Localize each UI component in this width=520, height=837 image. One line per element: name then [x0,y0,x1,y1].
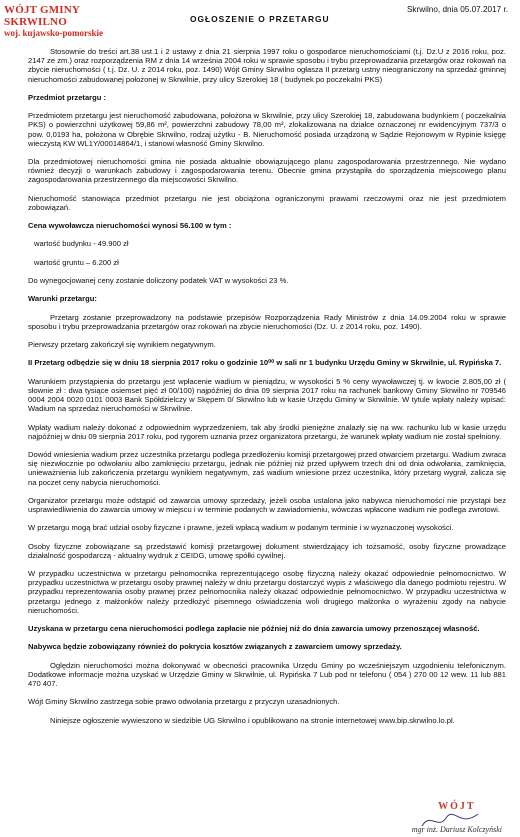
office-stamp [4,4,136,38]
place-date: Skrwilno, dnia 05.07.2017 r. [406,5,508,14]
costs-paragraph: Nabywca będzie zobowiązany również do pokrycia kosztów związanych z zawarciem umowy sprzedaży. [28,642,402,652]
date-paragraph: II Przetarg odbędzie się w dniu 18 sierpnia 2017 roku o godzinie 10⁰⁰ w sali nr 1 budynku Urzędu Gminy w Skrwilnie, ul. Rypińska 7. [28,358,502,368]
payment-paragraph: Uzyskana w przetargu cena nieruchomości podlega zapłacie nie później niż do dnia zawarcia umowy przenoszącej własność. [28,624,480,633]
signature-name: mgr inż. Dariusz Kolczyński [411,825,502,835]
stamp-line-2: woj. kujawsko-pomorskie [4,28,104,38]
participants-paragraph: W przetargu mogą brać udział osoby fizyczne i prawne, jeżeli wpłacą wadium w podanym terminie i w wyznaczonej wysokości. [28,523,454,533]
deposit-timing-paragraph: Wpłaty wadium należy dokonać z odpowiednim wyprzedzeniem, tak aby środki pieniężne znalazły się na ww. rachunku lub w kasie urzędu najpóźniej w dniu 09 sierpnia 2017 roku, pod rygorem uznania przez organizatora przetargu, że warunek wpłaty wadium nie został spełniony. [28,422,506,441]
signature-title: WÓJT [438,801,476,812]
publication-paragraph: Niniejsze ogłoszenie wywieszono w siedzibie UG Skrwilno i opublikowano na stronie internetowej www.bip.skrwilno.lo.pl. [50,715,455,725]
deposit-return-paragraph: Dowód wniesienia wadium przez uczestnika przetargu podlega przedłożeniu komisji przetargowej przed otwarciem przetargu. Wadium zwraca się niezwłocznie po odwołaniu albo zamknięciu przetargu, jednak nie później niż przed upływem trzech dni od dnia odwołania, zamknięcia, unieważnienia lub zakończenia przetargu wynikiem negatywnym, zaś wadium wniesione przez uczestnika, który przetarg wygrał, zalicza się na poczet ceny nabycia nieruchomości. [28,450,506,487]
deposit-paragraph: Warunkiem przystąpienia do przetargu jest wpłacenie wadium w pieniądzu, w wysokości 5 % ceny wywoławczej tj. w kwocie 2.805,00 zł ( słownie zł : dwa tysiące osiemset pięć zł 00/100) najpóźniej do dnia 09 sierpnia 2017 roku na rachunek bankowy Gminy Skrwilno nr 709546 0004 2004 0020 0101 0003 Bank Spółdzielczy w Skępem 0/ Skrwilno lub w kasie Urzędu Gminy w Skrwilnie. W tytule wpłaty należy wpisać: Wadium na sprzedaż nieruchomości w Skrwilnie. [28,376,506,414]
representation-paragraph: W przypadku uczestnictwa w przetargu pełnomocnika reprezentującego osobę fizyczną należy okazać odpowiednie pełnomocnictwo. W przypadku uczestnictwa w przetargu osoby prawnej należy w dniu przetargu dostarczyć wypis z właściwego dla danego podmiotu rejestru. W przypadku reprezentowania osoby prawnej przez pełnomocnika należy okazać odpowiednie pełnomocnictwo. W przypadku uczestnictwa w przetargu jednego z małżonków należy przedłożyć pisemnego oświadczenia woli drugiego małżonka o wyrażeniu zgody na nabycie nieruchomości. [28,569,506,615]
vat-paragraph: Do wynegocjowanej ceny zostanie doliczony podatek VAT w wysokości 23 %. [28,276,289,286]
conditions-heading: Warunki przetargu: [28,294,97,304]
first-tender-paragraph: Pierwszy przetarg zakończył się wynikiem negatywnym. [28,340,216,350]
subject-heading: Przedmiot przetargu : [28,92,107,102]
subject-paragraph: Przedmiotem przetargu jest nieruchomość zabudowana, położona w Skrwilnie, przy ulicy Szerokiej 18, zabudowana budynkiem ( poczekalnia PKS) o powierzchni użytkowej 59,86 m², powierzchni zabudowy 78,00 m², zlokalizowana na działce oznaczonej nr ewidencyjnym 737/3 o pow. 0,0193 ha, położona w Obrębie Skrwilno, rodzaj użytku - B. Nieruchomość posiada urządzoną w Sądzie Rejonowym w Rypinie księgę wieczystą KW WL1Y/00014864/1, i stanowi własność Gminy Skrwilno. [28,111,506,148]
document-title: OGŁOSZENIE O PRZETARGU [190,14,330,24]
plan-paragraph: Dla przedmiotowej nieruchomości gmina nie posiada aktualnie obowiązującego planu zagospodarowania przestrzennego. Nie wydano również decyzji o warunkach zabudowy i zagospodarowania terenu. Obecnie gmina przystąpiła do sporządzenia miejscowego planu zagospodarowania przestrzennego dla miejscowości Skrwilno. [28,157,506,185]
legal-basis-paragraph: Przetarg zostanie przeprowadzony na podstawie przepisów Rozporządzenia Rady Ministrów z dnia 14.09.2004 roku w sprawie sposobu i trybu przeprowadzania przetargów oraz rokowań na zbycie nieruchomości (Dz. U. z 2014 roku, poz. 1490). [28,312,506,331]
withdrawal-paragraph: Organizator przetargu może odstąpić od zawarcia umowy sprzedaży, jeżeli osoba ustalona jako nabywca nieruchomości nie przystąpi bez usprawiedliwienia do zawarcia umowy w miejscu i w terminie podanych w zawiadomieniu, wówczas wpłacone wadium nie podlega zwrotowi. [28,495,506,514]
price-land: wartość gruntu – 6.200 zł [34,257,119,267]
price-building: wartość budynku - 49.900 zł [34,239,129,249]
encumbrance-paragraph: Nieruchomość stanowiąca przedmiot przetargu nie jest obciążona ograniczonymi prawami rzeczowymi oraz nie jest przedmiotem zobowiązań. [28,193,506,212]
stamp-line-1: WÓJT GMINY SKRWILNO [4,4,80,28]
inspection-paragraph: Oględzin nieruchomości można dokonywać w obecności pracownika Urzędu Gminy po wcześniejszym uzgodnieniu telefonicznym. Dodatkowe informacje można uzyskać w Urzędzie Gminy w Skrwilnie, ul. Rypińska 7 Lub pod nr telefonu ( 054 ) 270 00 12 wew. 11 lub 881 470 407. [28,660,506,688]
document-body [28,38,506,734]
reservation-paragraph: Wójt Gminy Skrwilno zastrzega sobie prawo odwołania przetargu z przyczyn uzasadnionych. [28,697,340,707]
intro-paragraph: Stosownie do treści art.38 ust.1 i 2 ustawy z dnia 21 sierpnia 1997 roku o gospodarce nieruchomościami (t.j. Dz.U z 2016 roku, poz. 2147 ze zm.) oraz rozporządzenia RM z dnia 14 września 2004 roku w sprawie sposobu i trybu przeprowadzania przetargów oraz rokowań na zbycie nieruchomości ( t.j. Dz. U. z 2014 roku, poz. 1490) Wójt Gminy Skrwilno ogłasza II przetarg ustny nieograniczony na sprzedaż gminnej nieruchomości zabudowanej położonej w Skrwilnie, przy ulicy Szerokiej 18 ( budynek po poczekalni PKS) [28,47,506,84]
price-line: Cena wywoławcza nieruchomości wynosi 56.100 w tym : [28,221,232,231]
signature-block [412,802,502,834]
identity-paragraph: Osoby fizyczne zobowiązane są przedstawić komisji przetargowej dokument stwierdzający ich tożsamość, osoby fizyczne prowadzące działalność gospodarczą - aktualny wydruk z CEIDG, umowę spółki cywilnej. [28,541,506,560]
